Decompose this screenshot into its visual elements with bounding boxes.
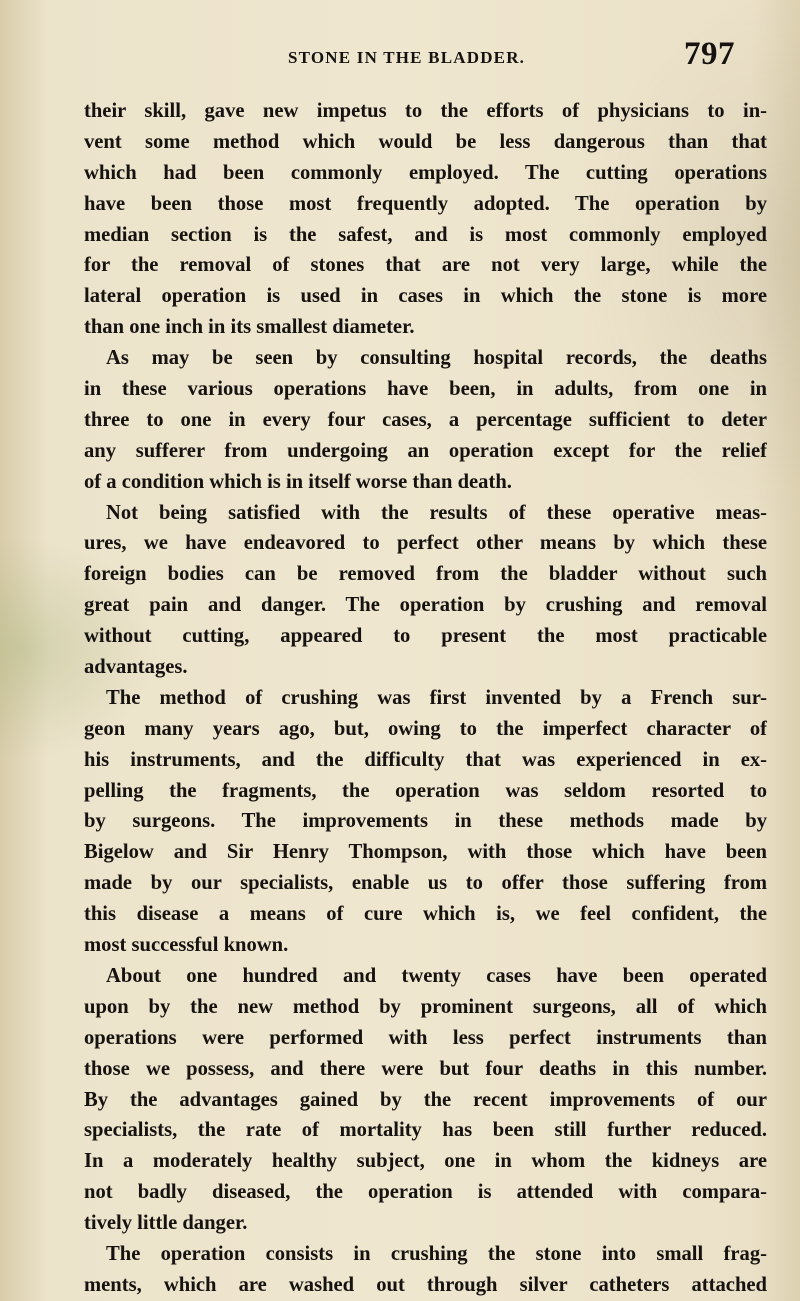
text-line: any sufferer from undergoing an operation except for the relief <box>84 439 767 462</box>
text-line: foreign bodies can be removed from the bladder without such <box>84 563 767 586</box>
text-line: advantages. <box>84 656 188 679</box>
running-head: STONE IN THE BLADDER. <box>288 48 526 67</box>
text-line: this disease a means of cure which is, we feel confident, the <box>84 903 767 926</box>
text-line: in these various operations have been, in adults, from one in <box>84 378 767 401</box>
text-line: The operation consists in crushing the stone into small frag- <box>106 1242 767 1265</box>
text-line: for the removal of stones that are not very large, while the <box>84 254 767 277</box>
text-line: without cutting, appeared to present the most practicable <box>84 625 767 648</box>
text-line: made by our specialists, enable us to offer those suffering from <box>84 872 767 895</box>
text-line: ures, we have endeavored to perfect other means by which these <box>84 532 767 555</box>
text-line: most successful known. <box>84 934 289 957</box>
page-header <box>0 36 800 86</box>
text-line: which had been commonly employed. The cutting operations <box>84 161 767 184</box>
text-line: by surgeons. The improvements in these methods made by <box>84 810 767 833</box>
text-line: his instruments, and the difficulty that was experienced in ex- <box>84 748 767 771</box>
text-line: geon many years ago, but, owing to the imperfect character of <box>84 717 767 740</box>
text-line: upon by the new method by prominent surgeons, all of which <box>84 995 767 1018</box>
text-line: In a moderately healthy subject, one in whom the kidneys are <box>84 1150 767 1173</box>
text-line: great pain and danger. The operation by crushing and removal <box>84 594 767 617</box>
text-line: Bigelow and Sir Henry Thompson, with those which have been <box>84 841 767 864</box>
text-line: have been those most frequently adopted. The operation by <box>84 192 767 215</box>
text-line: By the advantages gained by the recent improvements of our <box>84 1088 767 1111</box>
text-line: not badly diseased, the operation is attended with compara- <box>84 1181 767 1204</box>
text-line: ments, which are washed out through silver catheters attached <box>84 1273 767 1296</box>
text-line: tively little danger. <box>84 1212 248 1235</box>
text-line: operations were performed with less perfect instruments than <box>84 1026 767 1049</box>
text-line: lateral operation is used in cases in which the stone is more <box>84 285 767 308</box>
text-line: vent some method which would be less dangerous than that <box>84 130 767 153</box>
text-line: About one hundred and twenty cases have been operated <box>106 964 767 987</box>
text-line: specialists, the rate of mortality has been still further reduced. <box>84 1119 767 1142</box>
text-line: three to one in every four cases, a percentage sufficient to deter <box>84 408 767 431</box>
text-line: As may be seen by consulting hospital records, the deaths <box>106 347 767 370</box>
body-text <box>84 96 767 1301</box>
text-line: pelling the fragments, the operation was seldom resorted to <box>84 779 767 802</box>
text-line: Not being satisfied with the results of these operative meas- <box>106 501 767 524</box>
text-line: those we possess, and there were but four deaths in this number. <box>84 1057 767 1080</box>
text-line: The method of crushing was first invented by a French sur- <box>106 686 767 709</box>
text-line: median section is the safest, and is most commonly employed <box>84 223 767 246</box>
text-line: of a condition which is in itself worse than death. <box>84 470 512 493</box>
page-number: 797 <box>684 36 735 72</box>
text-line: their skill, gave new impetus to the efforts of physicians to in- <box>84 100 767 122</box>
text-line: than one inch in its smallest diameter. <box>84 316 415 339</box>
